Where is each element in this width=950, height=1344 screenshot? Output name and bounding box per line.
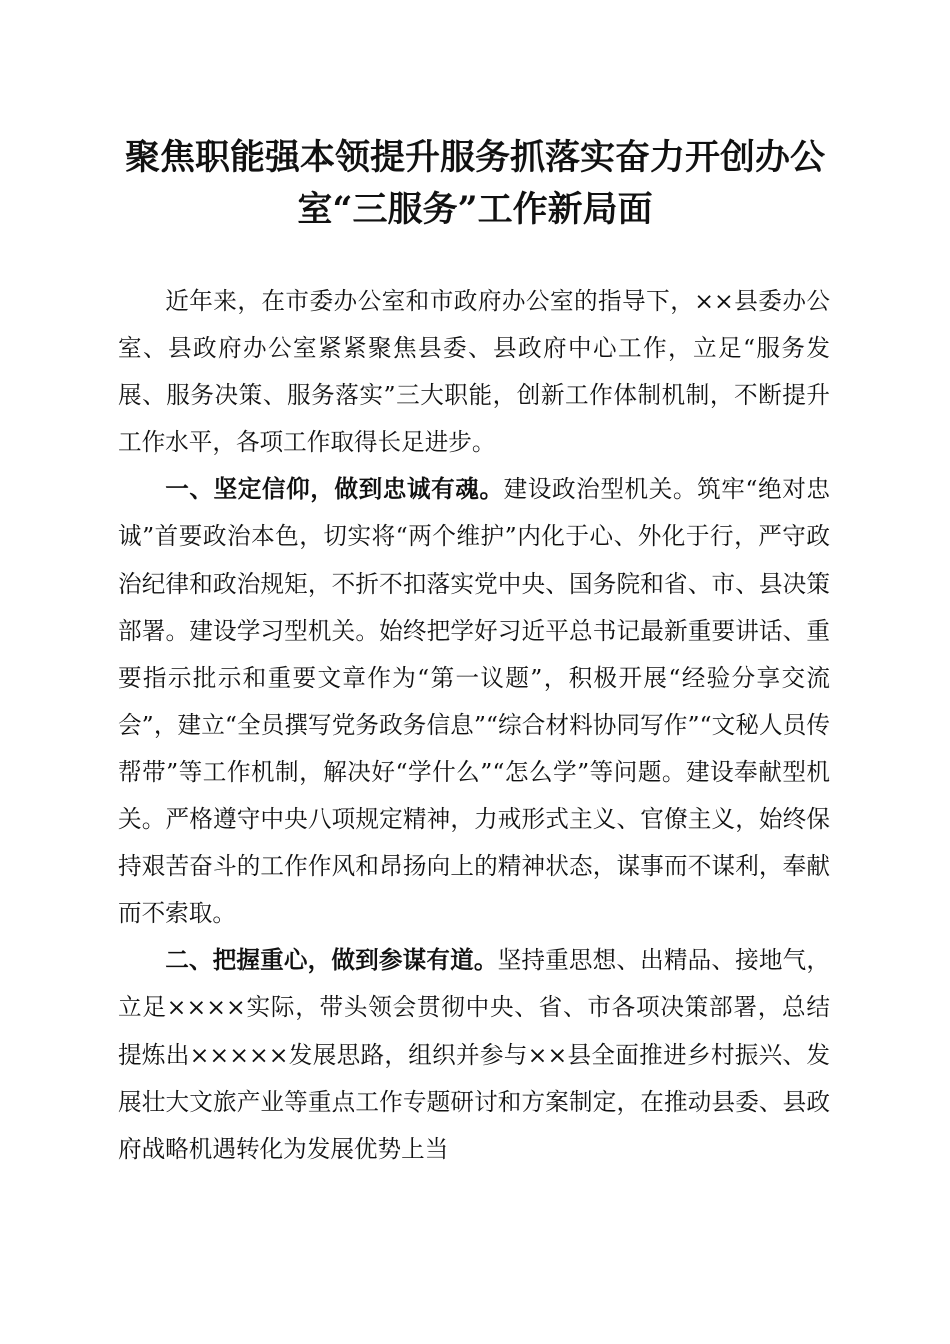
section-1-text: 建设政治型机关。筑牢“绝对忠诚”首要政治本色，切实将“两个维护”内化于心、外化于行，严守政治纪律和政治规矩，不折不扣落实党中央、国务院和省、市、县决策部署。建设学习型机关。始终把学好习近平总书记最新重要讲话、重要指示批示和重要文章作为“第一议题”，积极开展“经验分享交流会”，建立“全员撰写党务政务信息”“综合材料协同写作”“文秘人员传帮带”等工作机制，解决好“学什么”“怎么学”等问题。建设奉献型机关。严格遵守中央八项规定精神，力戒形式主义、官僚主义，始终保持艰苦奋斗的工作作风和昂扬向上的精神状态，谋事而不谋利，奉献而不索取。 <box>118 475 831 928</box>
intro-paragraph: 近年来，在市委办公室和市政府办公室的指导下，××县委办公室、县政府办公室紧紧聚焦县委、县政府中心工作，立足“服务发展、服务决策、服务落实”三大职能，创新工作体制机制，不断提升工作水平，各项工作取得长足进步。 <box>118 287 830 457</box>
title-line-2: 室“三服务”工作新局面 <box>297 189 653 230</box>
title-line-1: 聚焦职能强本领提升服务抓落实奋力开创办公 <box>124 137 825 178</box>
section-1-heading: 一、坚定信仰，做到忠诚有魂。 <box>165 475 504 504</box>
page-title <box>100 132 850 236</box>
section-2-text: 坚持重思想、出精品、接地气，立足××××实际，带头领会贯彻中央、省、市各项决策部署，总结提炼出×××××发展思路，组织并参与××县全面推进乡村振兴、发展壮大文旅产业等重点工作专题研讨和方案制定，在推动县委、县政府战略机遇转化为发展优势上当 <box>118 946 830 1163</box>
document-body <box>118 278 830 1173</box>
section-1-paragraph <box>118 466 830 937</box>
section-2-paragraph <box>118 937 830 1172</box>
section-2-heading: 二、把握重心，做到参谋有道。 <box>165 946 498 975</box>
